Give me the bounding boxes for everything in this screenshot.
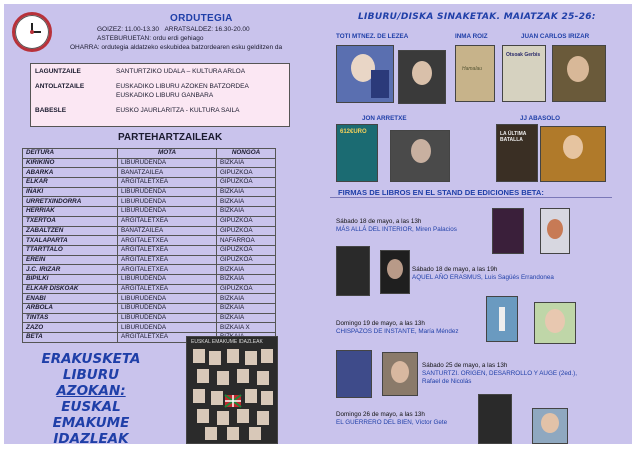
event-1-author-photo [540, 208, 570, 254]
weekend-hours: ASTEBURUETAN: ordu erdi gehiago [97, 35, 204, 42]
participant-name-cell: ELKAR [23, 178, 118, 188]
participant-name-cell: BIPILKI [23, 274, 118, 284]
participant-type-cell: ARGITALETXEA [118, 245, 217, 255]
table-row [23, 178, 276, 188]
event-2-book-cover [336, 246, 370, 296]
schedule-title: ORDUTEGIA [170, 13, 233, 24]
event-4-book-cover [336, 350, 372, 398]
portrait-collage [187, 337, 277, 443]
author-label-5: JJ ABASOLO [520, 115, 561, 122]
participant-origin-cell: GIPUZKOA [217, 255, 276, 265]
organizer-label-1: LAGUNTZAILE [35, 68, 81, 75]
table-row [23, 323, 276, 333]
participants-table [22, 148, 276, 343]
event-4: Sábado 25 de mayo, a las 13h SANTURTZI. ORIGEN, DESARROLLO Y AUGE (2ed.), Rafael de Nicolás [422, 362, 578, 385]
exhibition-title [22, 351, 160, 447]
author-label-4: JON ARRETXE [362, 115, 407, 122]
col-header-name: DEITURA [23, 149, 118, 159]
participant-name-cell: TXALAPARTA [23, 236, 118, 246]
participant-origin-cell: BIZKAIA [217, 207, 276, 217]
table-row [23, 313, 276, 323]
participant-origin-cell: NAFARROA [217, 236, 276, 246]
participant-type-cell: LIBURUDENDA [118, 313, 217, 323]
participant-type-cell: LIBURUDENDA [118, 158, 217, 168]
event-3-book-cover [486, 296, 518, 342]
participant-origin-cell: BIZKAIA [217, 197, 276, 207]
book-cover-4-text: LA ÚLTIMA BATALLA [500, 131, 527, 143]
book-cover-4 [496, 124, 538, 182]
participant-name-cell: ZAZO [23, 323, 118, 333]
table-row [23, 304, 276, 314]
participant-type-cell: ARGITALETXEA [118, 255, 217, 265]
event-3-author-photo [534, 302, 576, 344]
participant-name-cell: IÑAKI [23, 187, 118, 197]
participant-name-cell: TINTAS [23, 313, 118, 323]
organizer-label-3: BABESLE [35, 107, 67, 114]
table-row [23, 216, 276, 226]
participant-type-cell: LIBURUDENDA [118, 274, 217, 284]
participant-origin-cell: GIPUZKOA [217, 178, 276, 188]
divider [330, 197, 612, 198]
participant-name-cell: TTARTTALO [23, 245, 118, 255]
author-label-1: TOTI MTNEZ. DE LEZEA [336, 33, 409, 40]
participant-name-cell: ENABI [23, 294, 118, 304]
author-label-3: JUAN CARLOS IRIZAR [521, 33, 590, 40]
participants-title: PARTEHARTZAILEAK [118, 132, 223, 143]
exhibition-line-2: AZOKAN: [56, 383, 126, 399]
schedule-hours [97, 26, 250, 34]
book-cover-3 [336, 124, 378, 182]
participant-type-cell: ARGITALETXEA [118, 265, 217, 275]
event-1: Sábado 18 de mayo, a las 13h MÁS ALLÁ DEL INTERIOR, Miren Palacios [336, 218, 457, 233]
participant-type-cell: LIBURUDENDA [118, 304, 217, 314]
author-photo-5 [540, 126, 606, 182]
book-cover-2: Otsoak Gerbis [502, 45, 546, 102]
table-row [23, 197, 276, 207]
participant-type-cell: BANATZAILEA [118, 226, 217, 236]
table-row [23, 158, 276, 168]
author-photo-4 [390, 130, 450, 182]
exhibition-line-4: IDAZLEAK [53, 431, 129, 447]
table-row [23, 236, 276, 246]
table-row [23, 168, 276, 178]
organizer-value-2b: EUSKADIKO LIBURU GANBARA [116, 92, 214, 99]
clock-icon [12, 12, 52, 52]
signing-days-title: LIBURU/DISKA SINAKETAK. MAIATZAK 25-26: [358, 12, 596, 22]
col-header-origin: NONGOA [217, 149, 276, 159]
participant-name-cell: J.C. IRIZAR [23, 265, 118, 275]
event-4-author-photo [382, 352, 418, 396]
event-5-book-cover [478, 394, 512, 444]
participant-name-cell: KIRIKIÑO [23, 158, 118, 168]
participant-type-cell: BANATZAILEA [118, 168, 217, 178]
organizer-value-1: SANTURTZIKO UDALA – KULTURA ARLOA [116, 68, 246, 75]
participant-type-cell: LIBURUDENDA [118, 207, 217, 217]
participant-name-cell: ABARKA [23, 168, 118, 178]
participant-type-cell: ARGITALETXEA [118, 216, 217, 226]
participant-origin-cell: BIZKAIA [217, 274, 276, 284]
participant-type-cell: ARGITALETXEA [118, 333, 217, 343]
participant-origin-cell: BIZKAIA [217, 158, 276, 168]
exhibition-poster-image [186, 336, 278, 444]
participant-origin-cell: GIPUZKOA [217, 245, 276, 255]
event-2: Sábado 18 de mayo, a las 19h AQUEL AÑO ERASMUS, Luis Sagüés Errandonea [412, 266, 554, 281]
participant-origin-cell: GIPUZKOA [217, 226, 276, 236]
col-header-type: MOTA [118, 149, 217, 159]
table-row [23, 284, 276, 294]
exhibition-line-3: EUSKAL EMAKUME [52, 399, 130, 431]
table-row [23, 265, 276, 275]
participant-type-cell: ARGITALETXEA [118, 284, 217, 294]
participant-type-cell: LIBURUDENDA [118, 323, 217, 333]
schedule-note: OHARRA: ordutegia aldatzeko eskubidea batzordearen esku gelditzen da [70, 44, 283, 51]
participant-type-cell: LIBURUDENDA [118, 197, 217, 207]
organizer-value-2a: EUSKADIKO LIBURU AZOKEN BATZORDEA [116, 83, 249, 90]
participant-name-cell: ARBOLA [23, 304, 118, 314]
participant-origin-cell: BIZKAIA [217, 313, 276, 323]
participant-origin-cell: BIZKAIA [217, 187, 276, 197]
participant-name-cell: HERRIAK [23, 207, 118, 217]
event-1-book-cover [492, 208, 524, 254]
afternoon-hours: ARRATSALDEZ: 16.30-20.00 [164, 26, 250, 33]
participant-type-cell: LIBURUDENDA [118, 187, 217, 197]
events-heading: FIRMAS DE LIBROS EN EL STAND DE EDICIONES BETA: [338, 188, 544, 197]
table-header-row [23, 149, 276, 159]
table-row [23, 245, 276, 255]
table-row [23, 255, 276, 265]
event-3: Domingo 19 de mayo, a las 13h CHISPAZOS DE INSTANTE, María Méndez [336, 320, 459, 335]
participant-origin-cell: BIZKAIA X [217, 323, 276, 333]
participant-type-cell: ARGITALETXEA [118, 236, 217, 246]
table-row [23, 274, 276, 284]
table-row [23, 294, 276, 304]
organizer-label-2: ANTOLATZAILE [35, 83, 85, 90]
participant-origin-cell: GIPUZKOA [217, 168, 276, 178]
event-5: Domingo 26 de mayo, a las 13h EL GUERRERO DEL BIEN, Víctor Gete [336, 411, 448, 426]
book-cover-3-text: 612€URO [340, 129, 367, 135]
participant-name-cell: BETA [23, 333, 118, 343]
event-5-author-photo [532, 408, 568, 444]
participants-table-body [23, 158, 276, 342]
organizers-box [30, 63, 290, 127]
author-label-2: INMA ROIZ [455, 33, 488, 40]
participant-origin-cell: GIPUZKOA [217, 284, 276, 294]
participant-name-cell: URRETXINDORRA [23, 197, 118, 207]
participant-name-cell: EREIN [23, 255, 118, 265]
participant-type-cell: ARGITALETXEA [118, 178, 217, 188]
poster-caption: EUSKAL EMAKUME IDAZLEAK [191, 339, 263, 345]
participant-name-cell: TXERTOA [23, 216, 118, 226]
exhibition-line-1: ERAKUSKETA LIBURU [41, 351, 141, 383]
participant-origin-cell: BIZKAIA [217, 304, 276, 314]
participant-origin-cell: BIZKAIA [217, 265, 276, 275]
participant-origin-cell: GIPUZKOA [217, 216, 276, 226]
event-2-author-photo [380, 250, 410, 294]
table-row [23, 226, 276, 236]
organizer-value-3: EUSKO JAURLARITZA - KULTURA SAILA [116, 107, 240, 114]
participant-name-cell: ZABALTZEN [23, 226, 118, 236]
table-row [23, 187, 276, 197]
table-row [23, 207, 276, 217]
book-cover-1: Hamalau [455, 45, 495, 102]
author-photo-1 [336, 45, 394, 103]
author-photo-3 [552, 45, 606, 102]
participant-type-cell: LIBURUDENDA [118, 294, 217, 304]
participant-name-cell: ELKAR DISKOAK [23, 284, 118, 294]
author-photo-2 [398, 50, 446, 104]
participant-origin-cell: BIZKAIA [217, 294, 276, 304]
morning-hours: GOIZEZ: 11.00-13.30 [97, 26, 160, 33]
